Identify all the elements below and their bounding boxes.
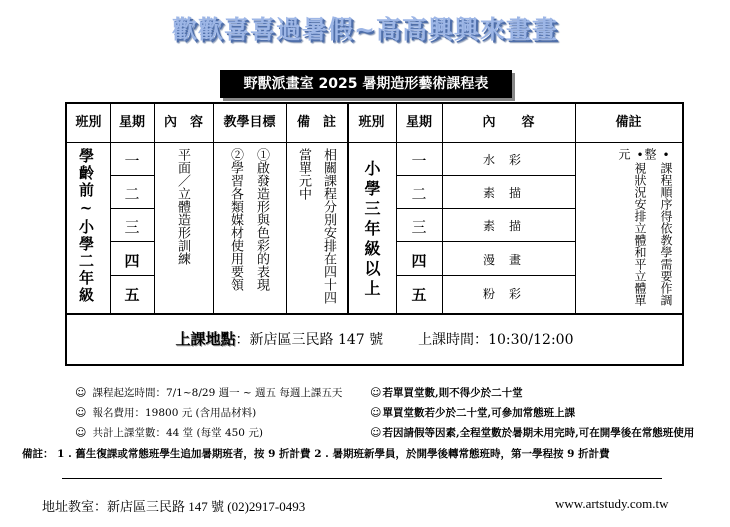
header-class-2: 班別 <box>358 115 385 130</box>
course-title: 野獸派畫室 2025 暑期造形藝術課程表 <box>220 70 512 98</box>
day-thu-2: 四 <box>411 252 427 270</box>
footer-address: 地址教室：新店區三民路 147 號 (02)2917-0493 <box>42 499 306 514</box>
note-arrange: •視狀況安排立體和平立體單元 <box>617 148 647 306</box>
info-right-2: ☺單買堂數若少於二十堂,可參加常態班上課 <box>370 406 576 419</box>
remark-line: 備註： 1 . 舊生復課或常態班學生追加暑期班者，按 9 折計費 2 . 暑期班新學員，於開學後轉常態班時，第一學程按 9 折計費 <box>22 448 610 460</box>
header-goal: 教學目標 <box>223 115 276 130</box>
time-value: 10:30/12:00 <box>488 332 574 348</box>
footer-website[interactable]: www.artstudy.com.tw <box>555 496 669 511</box>
location-value: ：新店區三民路 147 號 <box>235 332 384 348</box>
subject-watercolor: 水彩 <box>482 153 535 167</box>
header-weekday-2: 星期 <box>405 115 432 130</box>
banner-title: 歡歡喜喜過暑假~高高興興來畫畫 <box>172 15 558 44</box>
header-note: 備 註 <box>296 115 336 130</box>
day-mon: 一 <box>124 152 140 170</box>
location-row <box>67 315 682 364</box>
day-fri-2: 五 <box>411 286 427 304</box>
note-main: 相關課程分別安排在四十四 <box>321 148 336 304</box>
subject-sketch-2: 素描 <box>482 219 535 233</box>
day-mon-2: 一 <box>411 152 427 170</box>
day-wed-2: 三 <box>411 218 427 236</box>
bullet-icon: ☺ <box>75 426 87 439</box>
day-thu: 四 <box>124 252 140 270</box>
header-content-2: 內 容 <box>482 115 535 130</box>
footer-divider <box>62 478 662 479</box>
subject-pastel: 粉彩 <box>482 287 535 301</box>
day-wed: 三 <box>124 218 140 236</box>
info-sessions: ☺ 共計上課堂數：44 堂 (每堂 450 元) <box>75 426 263 439</box>
note-unit: 當單元中 <box>296 148 311 200</box>
goal-1: ①啟發造形與色彩的表現 <box>254 148 269 291</box>
header-weekday: 星期 <box>118 115 145 130</box>
day-tue: 二 <box>124 185 140 203</box>
goal-2: ②學習各類媒材使用要領 <box>228 148 243 291</box>
schedule-table <box>65 102 684 366</box>
info-right-1: ☺若單買堂數,則不得少於二十堂 <box>370 386 523 399</box>
content-plane-3d: 平面／立體造形訓練 <box>175 148 190 265</box>
subject-sketch: 素描 <box>482 186 535 200</box>
header-content: 內 容 <box>163 115 203 130</box>
subject-comic: 漫畫 <box>482 253 535 267</box>
location-label: 上課地點 <box>175 330 236 348</box>
header-note-2: 備註 <box>615 115 642 130</box>
day-fri: 五 <box>124 286 140 304</box>
info-period: ☺ 課程起迄時間：7/1~8/29 週一 ~ 週五 每週上課五天 <box>75 386 343 399</box>
time-label: 上課時間： <box>418 332 489 348</box>
class-name-preschool: 學齡前~小學二年級 <box>77 148 95 304</box>
bullet-icon: ☺ <box>75 406 87 419</box>
bullet-icon: ☺ <box>370 406 382 419</box>
header-class: 班別 <box>75 115 102 130</box>
note-order: •課程順序得依教學需要作調整 <box>643 148 673 306</box>
bullet-icon: ☺ <box>370 426 382 439</box>
info-fee: ☺ 報名費用：19800 元 (含用品材料) <box>75 406 257 419</box>
info-right-3: ☺若因請假等因素,全程堂數於暑期未用完時,可在開學後在常態班使用 <box>370 426 695 439</box>
bullet-icon: ☺ <box>75 386 87 399</box>
day-tue-2: 二 <box>411 185 427 203</box>
bullet-icon: ☺ <box>370 386 382 399</box>
class-name-grade3: 小學三年級以上 <box>362 160 381 300</box>
